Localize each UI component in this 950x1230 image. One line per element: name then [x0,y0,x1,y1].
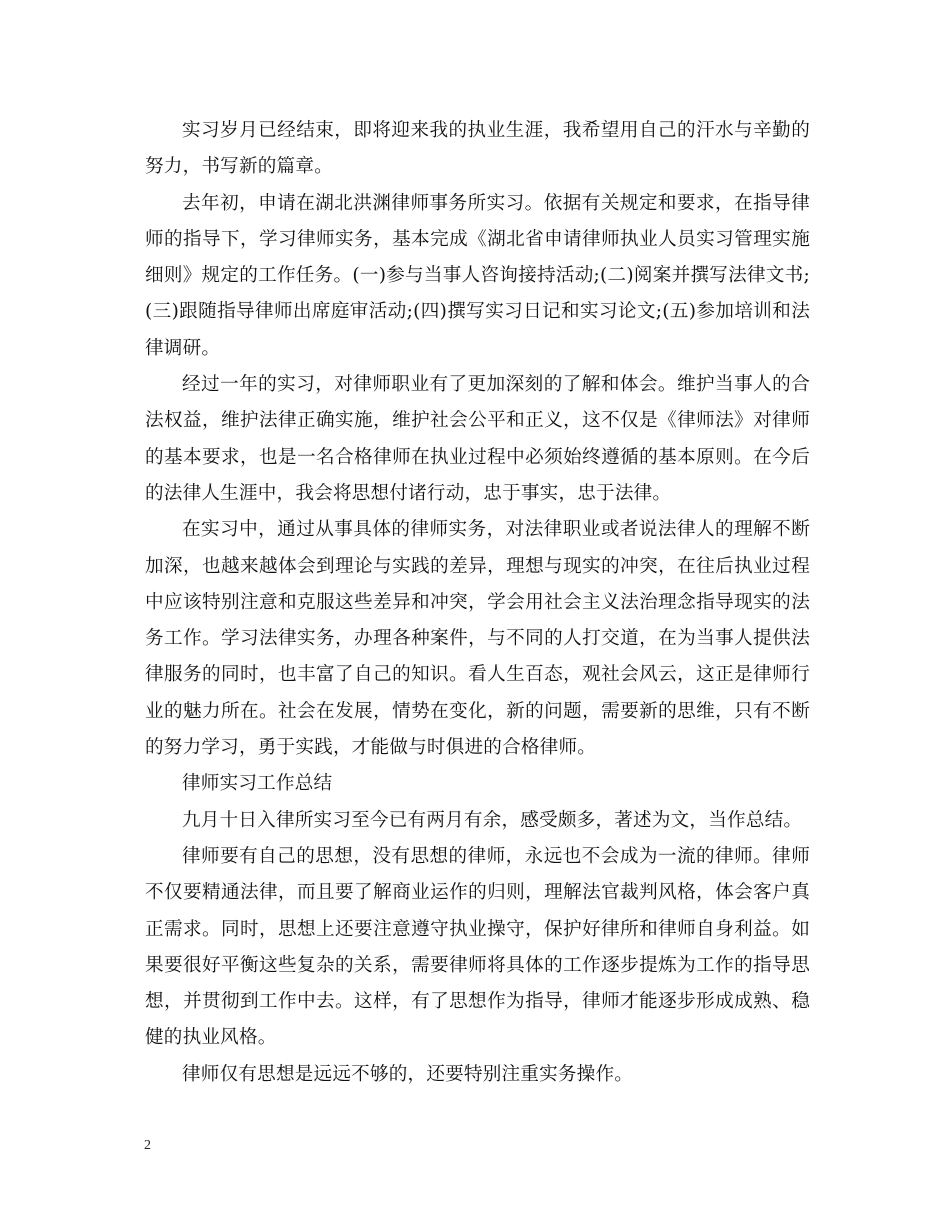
paragraph: 律师仅有思想是远远不够的，还要特别注重实务操作。 [182,1063,634,1085]
document-body [145,113,810,1093]
paragraph: 九月十日入律所实习至今已有两月有余，感受颇多，著述为文，当作总结。 [182,809,803,831]
paragraph: 去年初，申请在湖北洪渊律师事务所实习。依据有关规定和要求，在指导律师的指导下，学习律师实务，基本完成《湖北省申请律师执业人员实习管理实施细则》规定的工作任务。(一)参与当事人咨询接持活动;(二)阅案并撰写法律文书;(三)跟随指导律师出席庭审活动;(四)撰写实习日记和实习论文;(五)参加培训和法律调研。 [145,192,810,359]
paragraph: 律师要有自己的思想，没有思想的律师，永远也不会成为一流的律师。律师不仅要精通法律，而且要了解商业运作的归则，理解法官裁判风格，体会客户真正需求。同时，思想上还要注意遵守执业操守，保护好律所和律师自身利益。如果要很好平衡这些复杂的关系，需要律师将具体的工作逐步提炼为工作的指导思想，并贯彻到工作中去。这样，有了思想作为指导，律师才能逐步形成成熟、稳健的执业风格。 [145,845,810,1049]
paragraph: 经过一年的实习，对律师职业有了更加深刻的了解和体会。维护当事人的合法权益，维护法律正确实施，维护社会公平和正义，这不仅是《律师法》对律师的基本要求，也是一名合格律师在执业过程中必须始终遵循的基本原则。在今后的法律人生涯中，我会将思想付诸行动，忠于事实，忠于法律。 [145,374,810,504]
paragraph: 在实习中，通过从事具体的律师实务，对法律职业或者说法律人的理解不断加深，也越来越体会到理论与实践的差异，理想与现实的冲突，在往后执业过程中应该特别注意和克服这些差异和冲突，学会用社会主义法治理念指导现实的法务工作。学习法律实务，办理各种案件，与不同的人打交道，在为当事人提供法律服务的同时，也丰富了自己的知识。看人生百态，观社会风云，这正是律师行业的魅力所在。社会在发展，情势在变化，新的问题，需要新的思维，只有不断的努力学习，勇于实践，才能做与时俱进的合格律师。 [145,519,810,759]
page-number: 2 [144,1138,151,1153]
paragraph: 实习岁月已经结束，即将迎来我的执业生涯，我希望用自己的汗水与辛勤的努力，书写新的篇章。 [145,120,810,178]
section-heading: 律师实习工作总结 [182,773,333,795]
